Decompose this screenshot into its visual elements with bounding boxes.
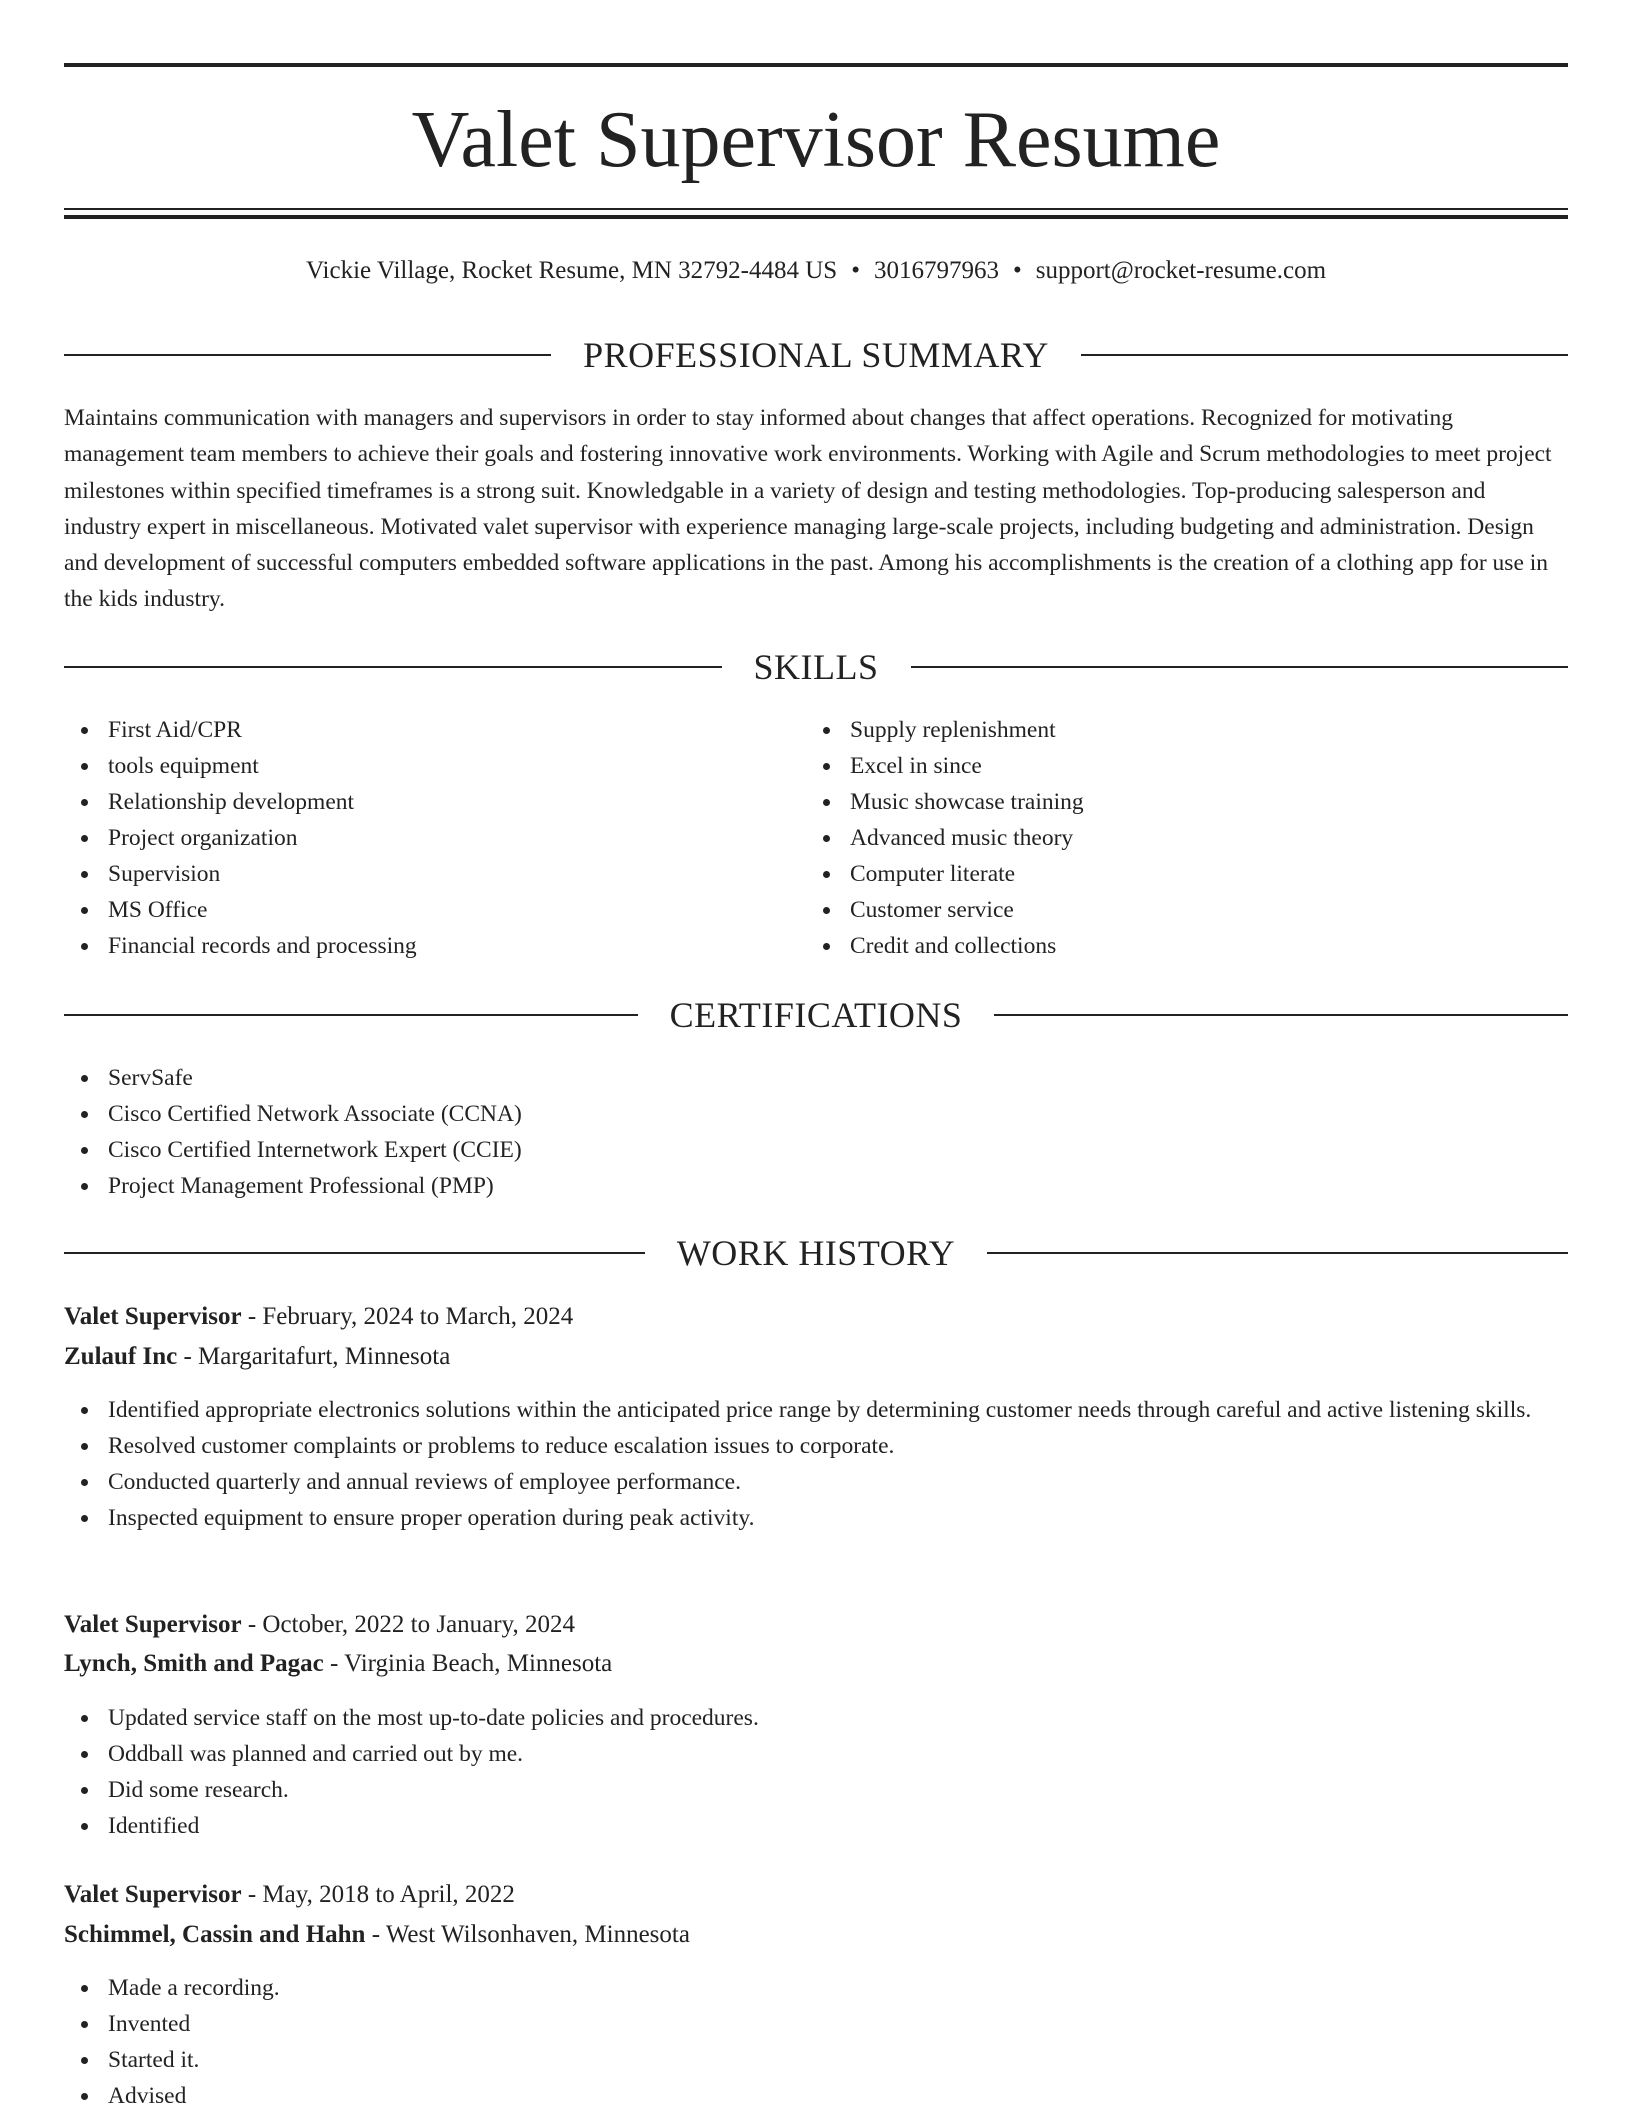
skill-item: First Aid/CPR xyxy=(64,712,804,748)
job-title: Valet Supervisor xyxy=(64,1303,242,1330)
skill-item: MS Office xyxy=(64,892,804,928)
contact-line xyxy=(64,254,1568,288)
job-company-line xyxy=(64,1647,1568,1681)
job-bullet: Identified xyxy=(64,1808,1568,1844)
job-location: - Virginia Beach, Minnesota xyxy=(323,1650,613,1677)
job-dates: - February, 2024 to March, 2024 xyxy=(241,1303,574,1330)
job-bullet: Inspected equipment to ensure proper operation during peak activity. xyxy=(64,1500,1568,1536)
heading-rule-left xyxy=(64,666,722,668)
work-history-heading xyxy=(64,1231,1568,1275)
job-bullets xyxy=(64,1392,1568,1536)
job-location: - Margaritafurt, Minnesota xyxy=(177,1343,451,1370)
certification-item: Cisco Certified Network Associate (CCNA) xyxy=(64,1096,1568,1132)
contact-address: Vickie Village, Rocket Resume, MN 32792-4484 US xyxy=(305,257,838,284)
certification-item: Project Management Professional (PMP) xyxy=(64,1168,1568,1204)
job-bullets xyxy=(64,1700,1568,1844)
skills-heading xyxy=(64,645,1568,689)
job-company: Zulauf Inc xyxy=(64,1343,178,1370)
heading-rule-left xyxy=(64,1014,638,1016)
skills-list-right xyxy=(806,712,1566,964)
job-dates: - May, 2018 to April, 2022 xyxy=(241,1881,515,1908)
contact-phone: 3016797963 xyxy=(873,257,999,284)
contact-separator: • xyxy=(851,257,860,284)
job-bullet: Started it. xyxy=(64,2042,1568,2078)
heading-rule-left xyxy=(64,1252,645,1254)
skill-item: Supply replenishment xyxy=(806,712,1566,748)
job-bullet: Conducted quarterly and annual reviews of employee performance. xyxy=(64,1464,1568,1500)
job-bullet: Oddball was planned and carried out by me. xyxy=(64,1736,1568,1772)
job-company-line xyxy=(64,1340,1568,1374)
job-location: - West Wilsonhaven, Minnesota xyxy=(365,1921,690,1948)
job-bullet: Invented xyxy=(64,2006,1568,2042)
skill-item: Customer service xyxy=(806,892,1566,928)
summary-heading xyxy=(64,333,1568,377)
contact-separator: • xyxy=(1012,257,1022,284)
skill-item: tools equipment xyxy=(64,748,804,784)
skills-heading-label: SKILLS xyxy=(753,647,879,687)
job-title-line xyxy=(64,1300,1568,1334)
resume-title: Valet Supervisor Resume xyxy=(411,96,1221,184)
job-bullet: Did some research. xyxy=(64,1772,1568,1808)
certification-item: Cisco Certified Internetwork Expert (CCIE) xyxy=(64,1132,1568,1168)
job-dates: - October, 2022 to January, 2024 xyxy=(241,1611,575,1638)
job-bullet: Identified appropriate electronics solutions within the anticipated price range by determining customer needs through careful and active listening skills. xyxy=(64,1392,1568,1428)
heading-rule-right xyxy=(987,1252,1568,1254)
job-title: Valet Supervisor xyxy=(64,1611,242,1638)
job-title-line xyxy=(64,1608,1568,1642)
job-bullet: Made a recording. xyxy=(64,1970,1568,2006)
skill-item: Advanced music theory xyxy=(806,820,1566,856)
job-bullets xyxy=(64,1970,1568,2114)
work-history-heading-label: WORK HISTORY xyxy=(676,1233,956,1273)
heading-rule-left xyxy=(64,354,551,356)
skill-item: Relationship development xyxy=(64,784,804,820)
certification-item: ServSafe xyxy=(64,1060,1568,1096)
header-rule-lower xyxy=(64,215,1568,219)
header-rule-upper xyxy=(64,208,1568,210)
skill-item: Supervision xyxy=(64,856,804,892)
job-bullet: Updated service staff on the most up-to-date policies and procedures. xyxy=(64,1700,1568,1736)
job-bullet: Advised xyxy=(64,2078,1568,2114)
skill-item: Project organization xyxy=(64,820,804,856)
job-company: Schimmel, Cassin and Hahn xyxy=(64,1921,366,1948)
contact-email[interactable]: support@rocket-resume.com xyxy=(1035,257,1327,284)
heading-rule-right xyxy=(994,1014,1568,1016)
skills-list-left xyxy=(64,712,804,964)
skill-item: Financial records and processing xyxy=(64,928,804,964)
job-company-line xyxy=(64,1918,1568,1952)
certifications-list xyxy=(64,1060,1568,1204)
certifications-heading-label: CERTIFICATIONS xyxy=(669,995,963,1035)
job-title-line xyxy=(64,1878,1568,1912)
certifications-heading xyxy=(64,993,1568,1037)
job-title: Valet Supervisor xyxy=(64,1881,242,1908)
skill-item: Excel in since xyxy=(806,748,1566,784)
skill-item: Credit and collections xyxy=(806,928,1566,964)
summary-text: Maintains communication with managers and supervisors in order to stay informed about changes that affect operations. Recognized for motivating management team members to achieve their goals and fostering innovative work environments. Working with Agile and Scrum methodologies to meet project milestones within specified timeframes is a strong suit. Knowledgable in a variety of design and testing methodologies. Top-producing salesperson and industry expert in miscellaneous. Motivated valet supervisor with experience managing large-scale projects, including budgeting and administration. Design and development of successful computers embedded software applications in the past. Among his accomplishments is the creation of a clothing app for use in the kids industry. xyxy=(64,405,1552,613)
header-top-rule xyxy=(64,63,1568,67)
skill-item: Computer literate xyxy=(806,856,1566,892)
job-company: Lynch, Smith and Pagac xyxy=(64,1650,324,1677)
heading-rule-right xyxy=(1081,354,1568,356)
job-bullet: Resolved customer complaints or problems to reduce escalation issues to corporate. xyxy=(64,1428,1568,1464)
summary-heading-label: PROFESSIONAL SUMMARY xyxy=(583,335,1049,375)
heading-rule-right xyxy=(911,666,1569,668)
skill-item: Music showcase training xyxy=(806,784,1566,820)
